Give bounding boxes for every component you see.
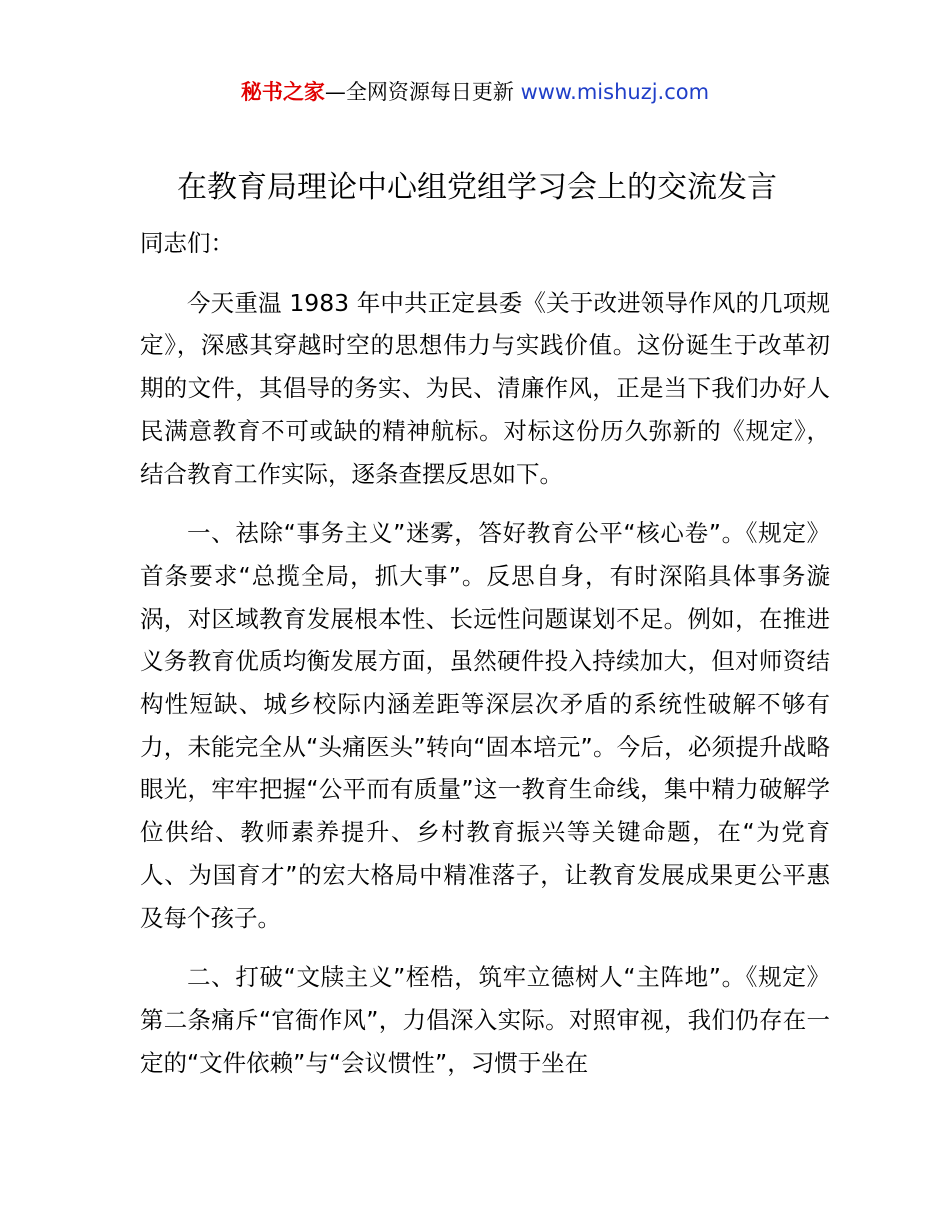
salutation: 同志们： <box>140 229 234 257</box>
site-tagline: —全网资源每日更新 <box>324 80 521 104</box>
site-brand: 秘书之家 <box>240 80 325 104</box>
site-header <box>0 76 950 108</box>
paragraph-section-one: 一、祛除“事务主义”迷雾，答好教育公平“核心卷”。《规定》首条要求“总揽全局，抓大事”。反思自身，有时深陷具体事务漩涡，对区域教育发展根本性、长远性问题谋划不足。例如，在推进义务教育优质均衡发展方面，虽然硬件投入持续加大，但对师资结构性短缺、城乡校际内涵差距等深层次矛盾的系统性破解不够有力，未能完全从“头痛医头”转向“固本培元”。今后，必须提升战略眼光，牢牢把握“公平而有质量”这一教育生命线，集中精力破解学位供给、教师素养提升、乡村教育振兴等关键命题，在“为党育人、为国育才”的宏大格局中精准落子，让教育发展成果更公平惠及每个孩子。 <box>140 519 830 932</box>
document-title: 在教育局理论中心组党组学习会上的交流发言 <box>177 170 777 205</box>
document-body <box>140 222 830 1101</box>
site-url-link[interactable]: www.mishuzj.com <box>520 80 710 104</box>
paragraph-intro: 今天重温 1983 年中共正定县委《关于改进领导作风的几项规定》，深感其穿越时空的思想伟力与实践价值。这份诞生于改革初期的文件，其倡导的务实、为民、清廉作风，正是当下我们办好人民满意教育不可或缺的精神航标。对标这份历久弥新的《规定》，结合教育工作实际，逐条查摆反思如下。 <box>140 288 830 488</box>
paragraph-section-two: 二、打破“文牍主义”桎梏，筑牢立德树人“主阵地”。《规定》第二条痛斥“官衙作风”，力倡深入实际。对照审视，我们仍存在一定的“文件依赖”与“会议惯性”，习惯于坐在 <box>140 963 830 1077</box>
